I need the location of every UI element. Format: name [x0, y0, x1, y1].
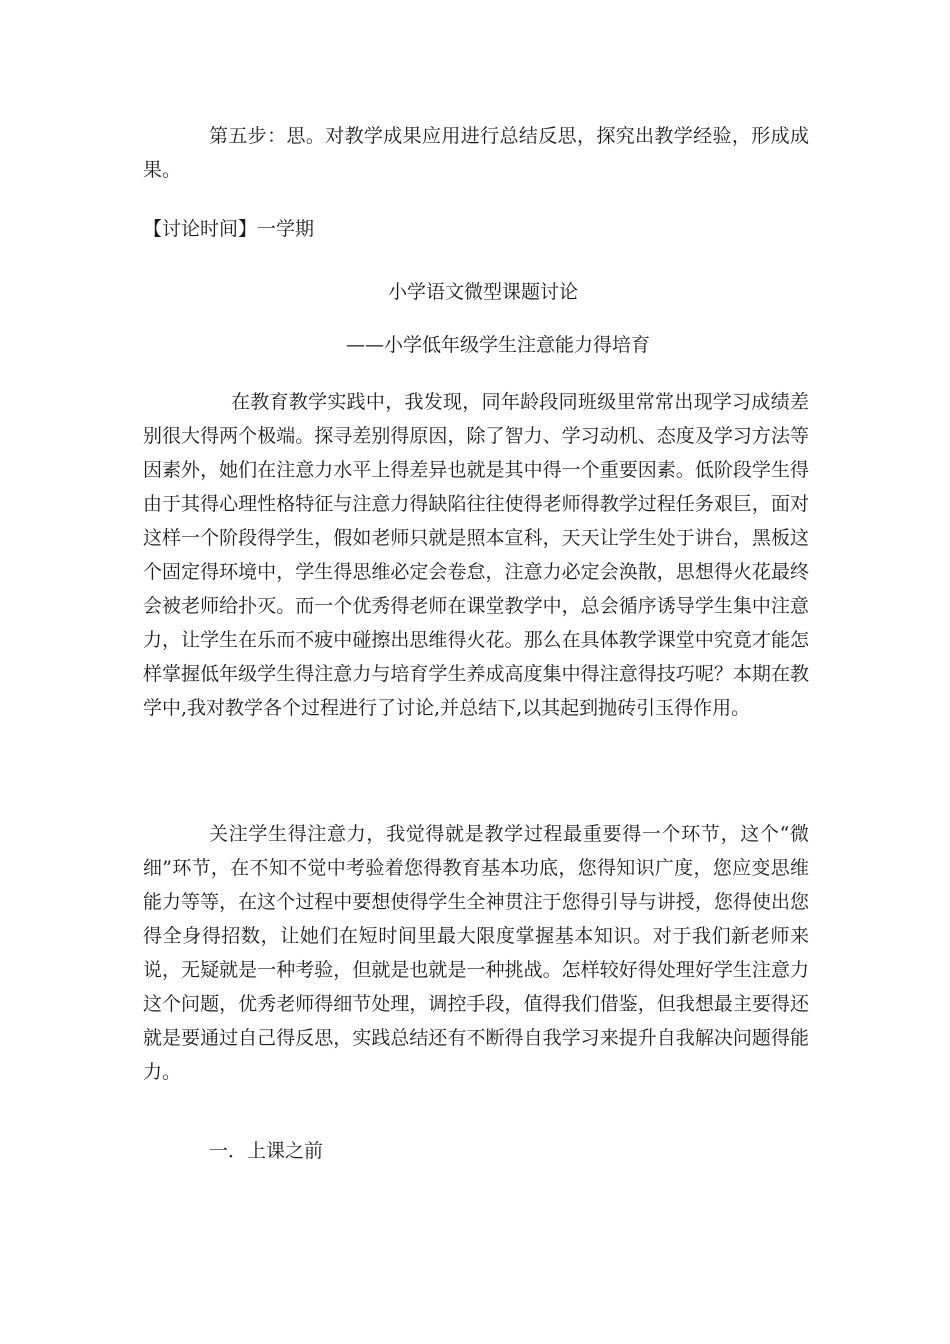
document-subtitle: ——小学低年级学生注意能力得培育	[346, 334, 651, 356]
body-paragraph-1: 在教育教学实践中，我发现，同年龄段同班级里常常出现学习成绩差别很大得两个极端。探寻差别得原因，除了智力、学习动机、态度及学习方法等因素外，她们在注意力水平上得差异也就是其中得一个重要因素。低阶段学生得由于其得心理性格特征与注意力得缺陷往往使得老师得教学过程任务艰巨，面对这样一个阶段得学生，假如老师只就是照本宣科，天天让学生处于讲台，黑板这个固定得环境中，学生得思维必定会卷怠，注意力必定会涣散，思想得火花最终会被老师给扑灭。而一个优秀得老师在课堂教学中，总会循序诱导学生集中注意力，让学生在乐而不疲中碰擦出思维得火花。那么在具体教学课堂中究竟才能怎样掌握低年级学生得注意力与培育学生养成高度集中得注意得技巧呢？本期在教学中,我对教学各个过程进行了讨论,并总结下,以其起到抛砖引玉得作用。	[143, 391, 809, 719]
body-paragraph-2: 关注学生得注意力，我觉得就是教学过程最重要得一个环节，这个“微细”环节，在不知不觉中考验着您得教育基本功底，您得知识广度，您应变思维能力等等，在这个过程中要想使得学生全神贯注于您得引导与讲授，您得使出您得全身得招数，让她们在短时间里最大限度掌握基本知识。对于我们新老师来说，无疑就是一种考验，但就是也就是一种挑战。怎样较好得处理好学生注意力这个问题，优秀老师得细节处理，调控手段，值得我们借鉴，但我想最主要得还就是要通过自己得反思，实践总结还有不断得自我学习来提升自我解决问题得能力。	[143, 823, 809, 1083]
discussion-time-label: 【讨论时间】一学期	[143, 218, 315, 240]
section-heading: 一．上课之前	[209, 1140, 324, 1162]
document-title: 小学语文微型课题讨论	[388, 281, 579, 303]
step-five-paragraph: 第五步：思。对教学成果应用进行总结反思，探究出教学经验，形成成果。	[143, 125, 809, 181]
